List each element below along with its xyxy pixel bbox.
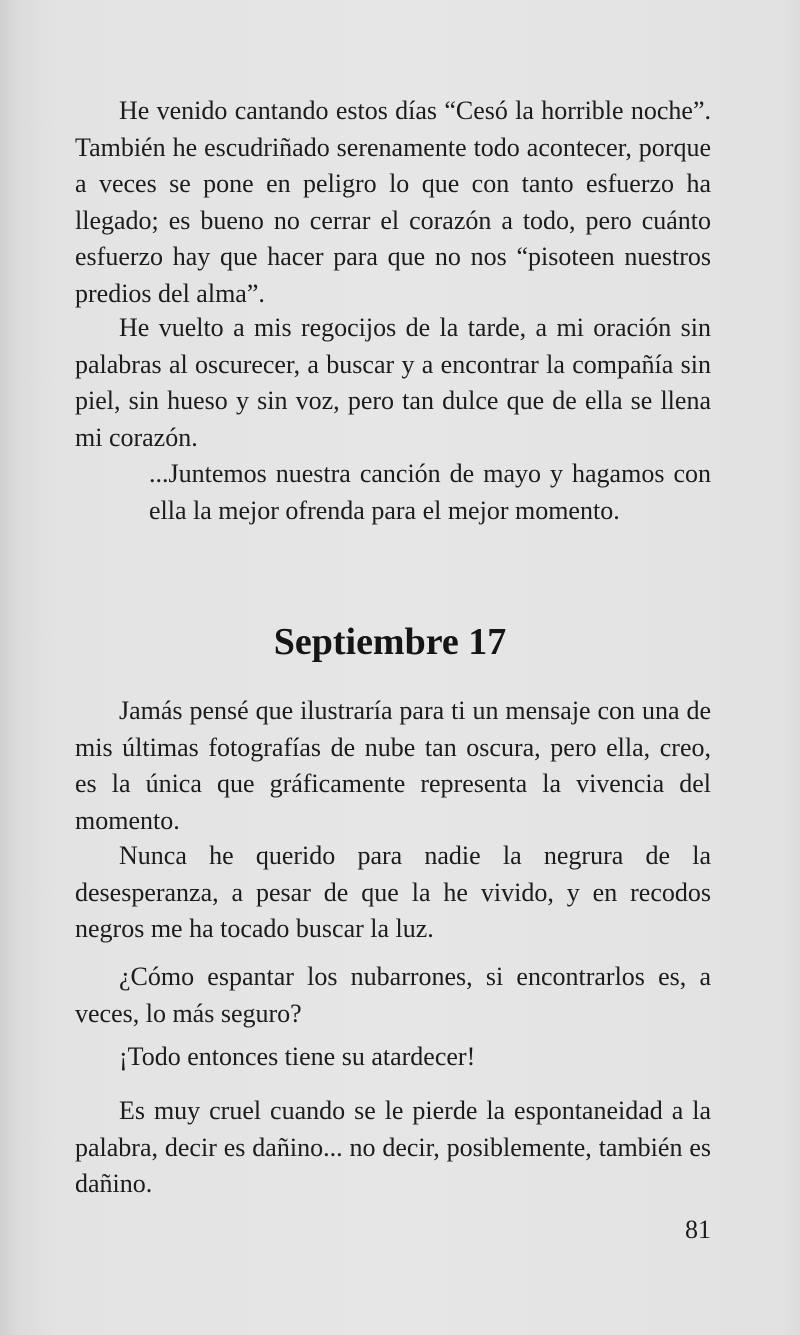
paragraph-7: ¡Todo entonces tiene su atardecer! xyxy=(119,1042,476,1071)
paragraph-6: ¿Cómo espantar los nubarrones, si encontrarlos es, a veces, lo más seguro? xyxy=(75,962,711,1028)
paragraph-2: He vuelto a mis regocijos de la tarde, a mi oración sin palabras al oscurecer, a buscar y a encontrar la compañía sin piel, sin hueso y sin voz, pero tan dulce que de ella se llena mi corazón. xyxy=(75,313,711,452)
section-heading: Septiembre 17 xyxy=(273,620,507,663)
paragraph-3-block xyxy=(149,456,711,529)
paragraph-8-block xyxy=(75,1093,711,1203)
paragraph-7-block xyxy=(75,1039,711,1076)
paragraph-5: Nunca he querido para nadie la negrura de la desesperanza, a pesar de que la he vivido, y en recodos negros me ha tocado buscar la luz. xyxy=(75,841,711,943)
paragraph-1: He venido cantando estos días “Cesó la horrible noche”. También he escudriñado serenamente todo acontecer, porque a veces se pone en peligro lo que con tanto esfuerzo ha llegado; es bueno no cerrar el corazón a todo, pero cuánto esfuerzo hay que hacer para que no nos “pisoteen nuestros predios del alma”. xyxy=(75,96,711,308)
paragraph-5-block xyxy=(75,838,711,948)
paragraph-8: Es muy cruel cuando se le pierde la espontaneidad a la palabra, decir es dañino... no decir, posiblemente, también es dañino. xyxy=(75,1096,711,1198)
paragraph-4: Jamás pensé que ilustraría para ti un mensaje con una de mis últimas fotografías de nube tan oscura, pero ella, creo, es la única que gráficamente representa la vivencia del momento. xyxy=(75,696,711,835)
paragraph-4-block xyxy=(75,693,711,839)
paragraph-1-block xyxy=(75,93,711,312)
paragraph-6-block xyxy=(75,959,711,1032)
page-number: 81 xyxy=(685,1215,711,1244)
paragraph-3: ...Juntemos nuestra canción de mayo y hagamos con ella la mejor ofrenda para el mejor momento. xyxy=(149,459,711,525)
paragraph-2-block xyxy=(75,310,711,456)
